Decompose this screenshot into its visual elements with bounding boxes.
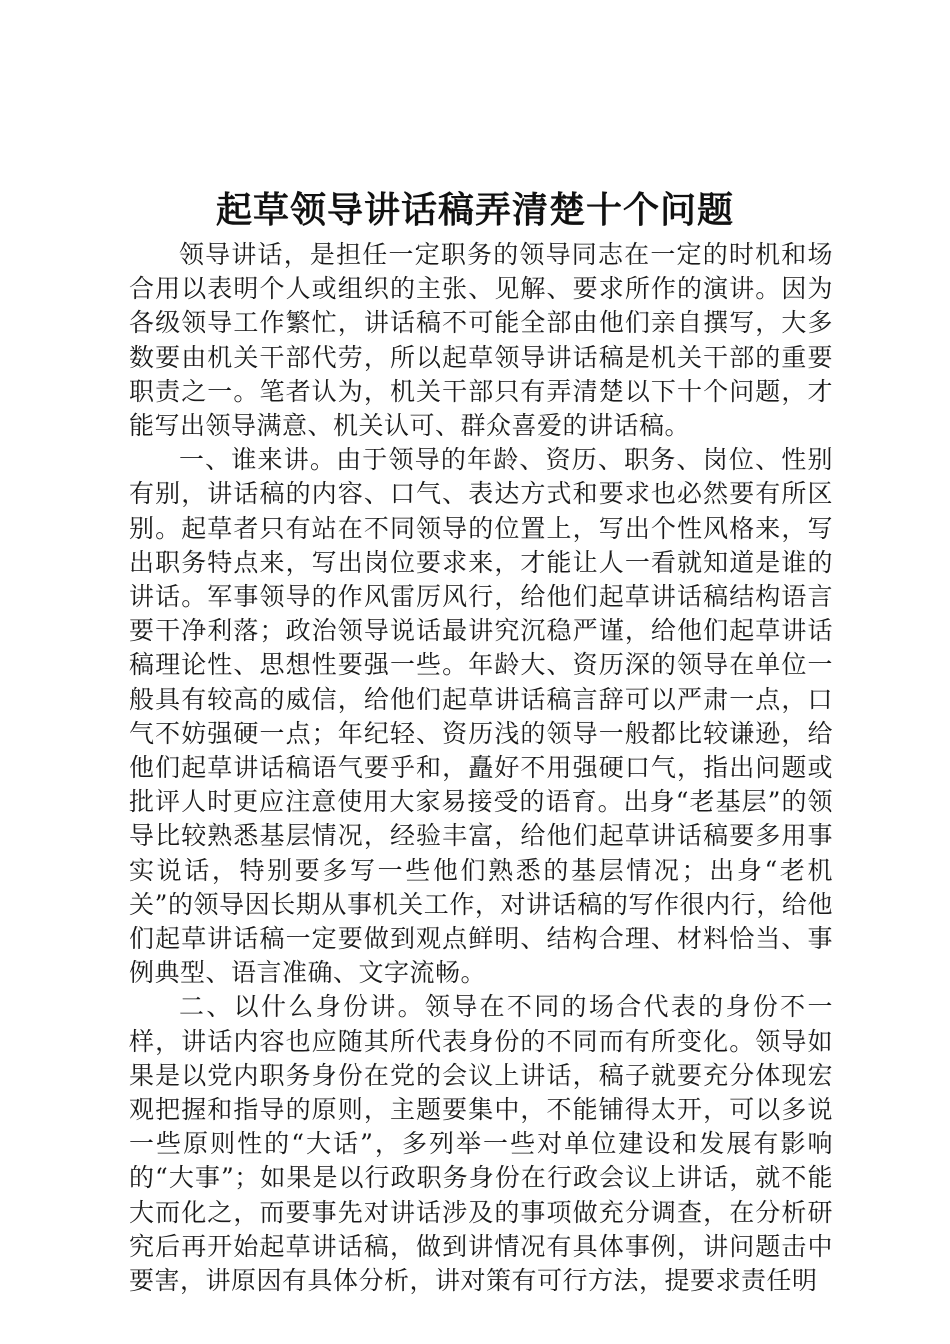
document-title: 起草领导讲话稿弄清楚十个问题 xyxy=(215,189,734,231)
paragraph-intro: 领导讲话，是担任一定职务的领导同志在一定的时机和场合用以表明个人或组织的主张、见解、要求所作的演讲。因为各级领导工作繁忙，讲话稿不可能全部由他们亲自撰写，大多数要由机关干部代劳，所以起草领导讲话稿是机关干部的重要职责之一。笔者认为，机关干部只有弄清楚以下十个问题，才能写出领导满意、机关认可、群众喜爱的讲话稿。 xyxy=(129,240,833,441)
document-body xyxy=(129,238,833,1298)
paragraph-section-1: 一、谁来讲。由于领导的年龄、资历、职务、岗位、性别有别，讲话稿的内容、口气、表达方式和要求也必然要有所区别。起草者只有站在不同领导的位置上，写出个性风格来，写出职务特点来，写出岗位要求来，才能让人一看就知道是谁的讲话。军事领导的作风雷厉风行，给他们起草讲话稿结构语言要干净利落；政治领导说话最讲究沉稳严谨，给他们起草讲话稿理论性、思想性要强一些。年龄大、资历深的领导在单位一般具有较高的威信，给他们起草讲话稿言辞可以严肃一点，口气不妨强硬一点；年纪轻、资历浅的领导一般都比较谦逊，给他们起草讲话稿语气要乎和，矗好不用强硬口气，指出问题或批评人时更应注意使用大家易接受的语育。出身“老基层”的领导比较熟悉基层情况，经验丰富，给他们起草讲话稿要多用事实说话，特别要多写一些他们熟悉的基层情况；出身“老机关”的领导因长期从事机关工作，对讲话稿的写作很内行，给他们起草讲话稿一定要做到观点鲜明、结构合理、材料恰当、事例典型、语言准确、文字流畅。 xyxy=(129,445,833,988)
paragraph-section-2: 二、以什么身份讲。领导在不同的场合代表的身份不一样，讲话内容也应随其所代表身份的不同而有所变化。领导如果是以党内职务身份在党的会议上讲话，稿子就要充分体现宏观把握和指导的原则，主题要集中，不能铺得太开，可以多说一些原则性的“大话”，多列举一些对单位建设和发展有影响的“大事”；如果是以行政职务身份在行政会议上讲话，就不能大而化之，而要事先对讲话涉及的事项做充分调查，在分析研究后再开始起草讲话稿，做到讲情况有具体事例，讲问题击中要害，讲原因有具体分析，讲对策有可行方法，提要求责任明 xyxy=(129,992,833,1296)
